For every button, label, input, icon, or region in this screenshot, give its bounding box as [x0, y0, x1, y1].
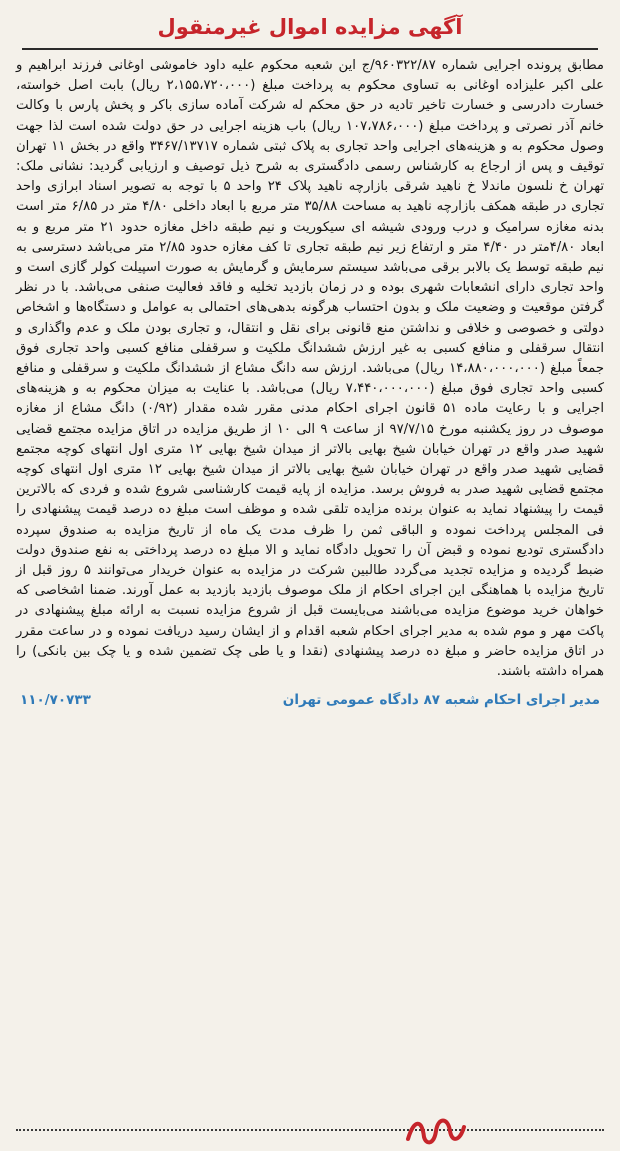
reference-number: ۱۱۰/۷۰۷۳۳ [20, 692, 91, 709]
bottom-dotted-divider [16, 1129, 604, 1131]
signature-line: مدیر اجرای احکام شعبه ۸۷ دادگاه عمومی تهران [282, 692, 600, 709]
title-divider [22, 48, 598, 50]
notice-title: آگهی مزایده اموال غیرمنقول [157, 15, 463, 39]
handwritten-stamp-icon [400, 1109, 470, 1149]
notice-body: مطابق پرونده اجرایی شماره ۹۶۰۳۲۲/۸۷/ج این شعبه محکوم علیه داود خاموشی اوغانی فرزند ابراهیم و علی اکبر علیزاده اوغانی به تساوی محکوم به پرداخت مبلغ (۲،۱۵۵،۷۲۰،۰۰۰ ریال) بابت اصل خواسته، خسارت دادرسی و خسارت تاخیر تادیه در حق محکم له شرکت آماده سازی باکر و پخش پارس با وکالت خانم آذر نصرتی و پرداخت مبلغ (۱۰۷،۷۸۶،۰۰۰ ریال) باب هزینه اجرایی در حق دولت شده است لذا جهت وصول محکوم به و هزینه‌های اجرایی واحد تجاری به پلاک ثبتی شماره ۳۴۶۷/۱۳۷۱۷ واقع در بخش ۱۱ تهران توقیف و پس از ارجاع به کارشناس رسمی دادگستری به شرح ذیل توصیف و ارزیابی گردید: نشانی ملک: تهران خ نلسون ماندلا خ ناهید شرقی بازارچه ناهید پلاک ۲۴ واحد ۵ با توجه به تصویر اسناد ابرازی واحد تجاری در طبقه همکف بازارچه ناهید به مساحت ۳۵/۸۸ متر مربع با ابعاد داخلی ۴/۸۰ متر در ۶/۸۵ متر است بدنه مغازه سرامیک و درب ورودی شیشه ای سیکوریت و نیم طبقه داخل مغازه حدود ۲۱ متر مربع و به ابعاد ۴/۸۰متر در ۴/۴۰ متر و ارتفاع زیر نیم طبقه تجاری تا کف مغازه حدود ۲/۸۵ متر می‌باشد دسترسی به نیم طبقه توسط یک بالابر برقی می‌باشد سیستم سرمایش و گرمایش به صورت اسپیلت کولر گازی است و واحد تجاری دارای انشعابات شهری بوده و در زمان بازدید تخلیه و فاقد فعالیت صنفی می‌باشد. با در نظر گرفتن موقعیت و وضعیت ملک و بدون احتساب هرگونه بدهی‌های احتمالی به عوامل و دستگاه‌ها و اشخاص دولتی و خصوصی و خلافی و نداشتن منع قانونی برای نقل و انتقال، و تجاری بودن ملک و عدم واگذاری و انتقال سرقفلی و منافع کسبی به غیر ارزش ششدانگ ملکیت و سرقفلی منافع کسبی واحد تجاری فوق جمعاً مبلغ (۱۴،۸۸۰،۰۰۰،۰۰۰ ریال) می‌باشد. ارزش سه دانگ مشاع از ششدانگ ملکیت و سرقفلی و منافع کسبی واحد تجاری فوق مبلغ (۷،۴۴۰،۰۰۰،۰۰۰ ریال) می‌باشد. با عنایت به میزان محکوم به و هزینه‌های اجرایی و با رعایت ماده ۵۱ قانون اجرای احکام مدنی مقرر شده مقدار (۰/۹۲) دانگ مشاع از مغازه موصوف در روز یکشنبه مورخ ۹۷/۷/۱۵ از ساعت ۹ الی ۱۰ از طریق مزایده در اتاق مزایده مجتمع قضایی شهید صدر واقع در تهران خیابان شیخ بهایی بالاتر از میدان شیخ بهایی ۱۲ متری اول انتهای کوچه مجتمع قضایی شهید صدر واقع در تهران خیابان شیخ بهایی بالاتر از میدان شیخ بهایی ۱۲ متری اول انتهای کوچه مجتمع قضایی شهید صدر به فروش برسد. مزایده از پایه قیمت کارشناسی شروع شده و فردی که بالاترین قیمت را پیشنهاد نماید به عنوان برنده مزایده تلقی شده و موظف است مبلغ ده درصد قیمت پیشنهادی را فی المجلس پرداخت نموده و الباقی ثمن را ظرف مدت یک ماه از تاریخ مزایده به صندوق سپرده دادگستری تودیع نموده و قبض آن را تحویل دادگاه نماید و الا مبلغ ده درصد پرداختی به نفع صندوق دولت ضبط گردیده و مزایده تجدید می‌گردد طالبین شرکت در مزایده به عنوان خریدار می‌توانند ۵ روز قبل از تاریخ مزایده با هماهنگی این اجرای احکام از ملک موصوف بازدید بازدید به عمل آورند. ضمنا اشخاصی که خواهان خرید موضوع مزایده می‌باشند می‌بایست قبل از شروع مزایده نسبت به ارائه مبلغ پیشنهادی در پاکت مهر و موم شده به مدیر اجرای احکام شعبه اقدام و از ایشان رسید دریافت نموده و در ساعت مقرر در اتاق مزایده حاضر و مبلغ ده درصد پیشنهادی (نقدا و یا طی چک تضمین شده و یا چک بین بانکی) را همراه داشته باشند. [16, 58, 605, 680]
notice-footer [16, 688, 604, 712]
